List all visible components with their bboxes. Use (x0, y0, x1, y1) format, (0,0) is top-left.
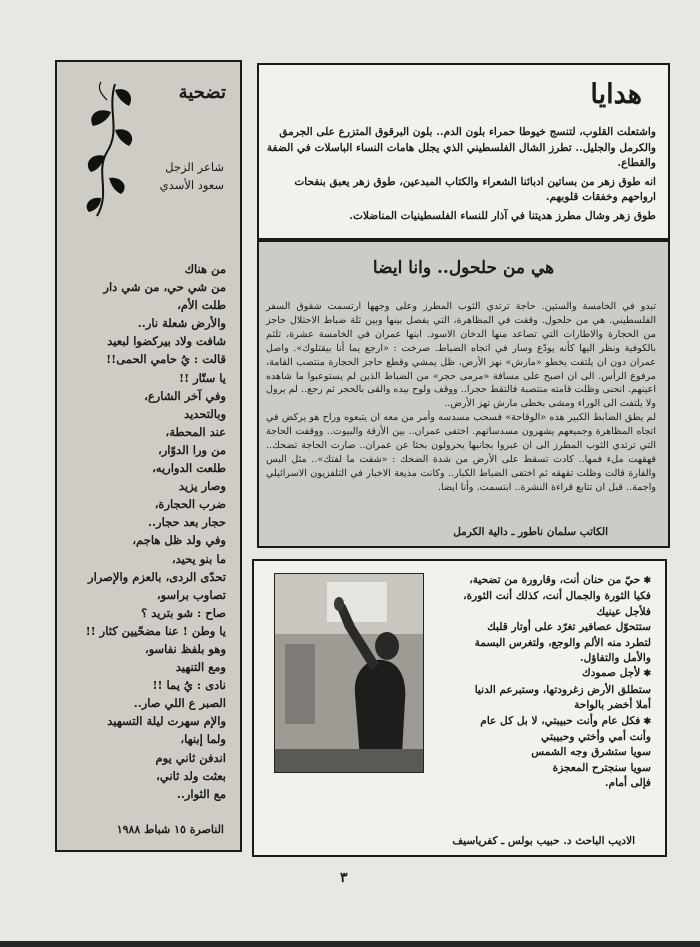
photo-poem-line (426, 683, 651, 698)
page-number: ٣ (340, 870, 348, 886)
poem-line: وفي آخر الشارع، (144, 388, 226, 403)
page-bottom-edge (0, 941, 700, 947)
poem-line: صاح : شو بتريد ؟ (141, 605, 226, 620)
photo-poem-line-text: ستتحوّل عصافير تغرّد على أوتار قلبك (487, 621, 651, 634)
poem-line: تصاوب براسو، (156, 587, 226, 602)
photo-poem-line (426, 730, 651, 745)
star-bullet-icon: ✱ (640, 576, 651, 586)
poem-line: ما بنو يحيد، (171, 551, 226, 566)
gifts-paragraph: انه طوق زهر من بساتين ادبائنا الشعراء والكتاب المبدعين، طوق زهر يعبق بنفحات ارواحهم وخفقات قلوبهم. (294, 175, 656, 204)
gifts-body (266, 125, 656, 228)
photo-poem-line-text: سويا سنجترح المعجزة (552, 761, 651, 774)
protest-photo (274, 573, 424, 773)
photo-poem-line (426, 714, 651, 730)
poem-line: والإم سهرت ليلة التسهيد (107, 714, 226, 729)
photo-poem-line-text: وأنت أمي وأختي وحبيبتي (541, 731, 651, 744)
poem-line: بعثت ولد ثاني، (156, 768, 226, 783)
woman-raising-arm-photo-icon (275, 574, 423, 772)
photo-poem-line-text: فإلى أمام. (604, 777, 651, 790)
gifts-paragraph: واشتعلت القلوب، لتنسج خيوطا حمراء بلون الدم.. بلون البرقوق المتزرع على الجرمق والكرمل والجليل.. تطرز الشال الفلسطيني الذي يجلل هامات النساء الباسلات في الضفة والقطاع. (266, 126, 656, 170)
gifts-paragraph: طوق زهر وشال مطرز هديتنا في آذار للنساء الفلسطينيات المناضلات. (349, 209, 656, 222)
photo-poem-line (426, 620, 651, 635)
poem-line: قالت : يُ حامي الحمى!! (106, 352, 226, 367)
photo-poem-line (426, 776, 651, 791)
photo-poem-line (426, 573, 651, 589)
poem-line: وصار يزيد (178, 479, 226, 494)
photo-poem-line-text: سويا ستشرق وجه الشمس (531, 746, 651, 759)
photo-poem-line (426, 698, 651, 713)
poem-line: مع الثوار.. (176, 786, 226, 801)
article-box (257, 240, 670, 548)
photo-poem-line (426, 666, 651, 682)
photo-poem-line-text: أملا أخضر بالواحة (574, 699, 651, 712)
poem-line: ولما إبنها، (180, 732, 226, 747)
poem-line: حجار بعد حجار.. (148, 515, 226, 530)
photo-poem-line-text: فكل عام وأنت حبيبتي، لا بل كل عام (480, 714, 641, 727)
poem-line: الصبر ع اللي صار.. (133, 696, 226, 711)
photo-poem-line (426, 589, 651, 604)
star-bullet-icon: ✱ (640, 669, 651, 680)
photo-poem-line (426, 636, 651, 651)
photo-poem-verses (426, 573, 651, 792)
gifts-box (257, 63, 670, 240)
article-body (266, 300, 656, 495)
poem-title: تضحية (178, 82, 226, 103)
article-paragraph: لم يطق الضابط الكبير هذه «الوقاحة» فسحب مسدسه وأمر من معه ان يتبعوه وراح هو يركض في اتجاه المظاهرة وجميعهم يشهرون مسدساتهم. اختفى عمران.. بين الأزقة والبيوت.. ووقفت الحاجة التي ترتدي الثوب المطرز الى ان عبروا بجانبها يحرولون بحثا عن عمران.. صارت الحاجة تضحك.. قهقهت ملء فمها.. كادت تسقط على الأرض من شدة الضحك : «شفت ما لفتك».. مثل البس والفارة قالت وظلت تقهقه ثم اختفى الضباط الكبار.. وكانت مذيعة الاخبار في التلفزيون الاسرائيلي واجمة.. قبل ان تتابع قراءة النشرة.. ابتسمت. وأنا ايضا. (266, 412, 656, 493)
photo-poem-line-text: والأمل والتفاؤل. (579, 652, 651, 665)
photo-poem-line-text: لأجل صمودك (581, 667, 641, 680)
photo-poem-line-text: ستطلق الأرض زغرودتها، وستبرعم الدنيا (474, 683, 651, 696)
poem-line: شافت ولاد بيركضوا لبعيد (107, 334, 226, 349)
photo-poem-line-text: فكيا الثورة والجمال أنت، كذلك أنت الثورة، (463, 590, 651, 603)
poem-line: من ورا الدوّار، (158, 442, 226, 457)
poem-line: عند المحطة، (165, 424, 226, 439)
photo-poem-line-text: لتطرد منه الألم والوجع، ولتغرس البسمة (474, 636, 651, 649)
poem-line: طلت الأم، (177, 298, 226, 313)
poem-date: الناصرة ١٥ شباط ١٩٨٨ (116, 823, 224, 836)
article-paragraph: تبدو في الخامسة والستين. حاجة ترتدي الثوب المطرز وعلى وجهها ارتسمت شقوق السفر الفلسطيني. هي من حلحول. وقفت في المظاهرة، التي يفصل بينها وبين ثلة ضباط الاحتلال حاجز من الحجارة والاطارات التي تصاعد منها الدخان الاسود. ابنها عمران في الخامسة عشرة، تلثم بالكوفية ونظر اليها كأنه يودّع وسار في اتجاه الضباط. صرخت : «ارجع يما أنا بيقتلوك». واصل عمران دون ان يلتفت يخطو «مارش» نهز الأرض، ظل يمشي وقطع حاجز الحجارة منتصب القامة، مرفوع الرأس. الى ان اصبح على مسافة «مرمى حجر» من الضباط الذين لم يستوعبوا ما شاهده اعينهم. انحنى وظلت قامته منتصبة فالتقط حجرا.. ووقف ولوح بيده والقى بالحجر ثم رجع.. لم يرول ولا يلتفت الى الوراء ومشى بخطى مارش تهز الأرض.. (266, 301, 656, 410)
photo-poem-line-text: فلأجل عينيك (596, 605, 651, 618)
poem-line: والأرض شعلة نار.. (137, 316, 226, 331)
vine-ornament-icon (77, 80, 139, 220)
poem-line: ضرب الحجارة، (154, 497, 226, 512)
photo-poem-line (426, 761, 651, 776)
poem-line: وهو بلفظ نفاسو، (144, 641, 226, 656)
photo-poem-signature: الاديب الباحث د. حبيب بولس ـ كفرياسيف (452, 835, 635, 847)
article-signature: الكاتب سلمان ناطور ـ دالية الكرمل (453, 526, 608, 538)
photo-poem-line (426, 745, 651, 760)
poem-line: ومع التنهيد (175, 660, 226, 675)
gifts-title: هدايا (590, 79, 642, 110)
poem-line: يا ستّار !! (179, 370, 226, 385)
photo-poem-box (252, 559, 667, 857)
poem-column (55, 60, 242, 852)
poem-line: من شي حي، من شي دار (103, 280, 226, 295)
poem-line: وبالتحديد (184, 406, 226, 421)
poem-line: وفي ولد ظل هاجم، (132, 533, 226, 548)
article-title: هي من حلحول.. وانا ايضا (372, 258, 555, 278)
photo-poem-line (426, 651, 651, 666)
poem-line: من هناك (184, 262, 226, 276)
poem-verses (61, 260, 226, 803)
poem-author (160, 158, 224, 195)
photo-poem-line-text: حيّ من حنان أنت، وقارورة من تضحية، (469, 574, 641, 586)
photo-poem-line (426, 605, 651, 620)
star-bullet-icon: ✱ (640, 716, 651, 727)
poem-line: تحدّى الردى، بالعزم والإصرار (88, 569, 226, 584)
poem-line: اندفن ثاني يوم (155, 750, 226, 765)
poem-line: نادى : يُ يما !! (152, 678, 226, 693)
poem-author-name: سعود الأسدي (159, 178, 224, 193)
poem-author-role: شاعر الزجل (165, 160, 224, 174)
poem-line: يا وطن ! عنا مضحّيين كثار !! (85, 623, 226, 638)
poem-line: طلعت الدواريه، (152, 461, 226, 476)
